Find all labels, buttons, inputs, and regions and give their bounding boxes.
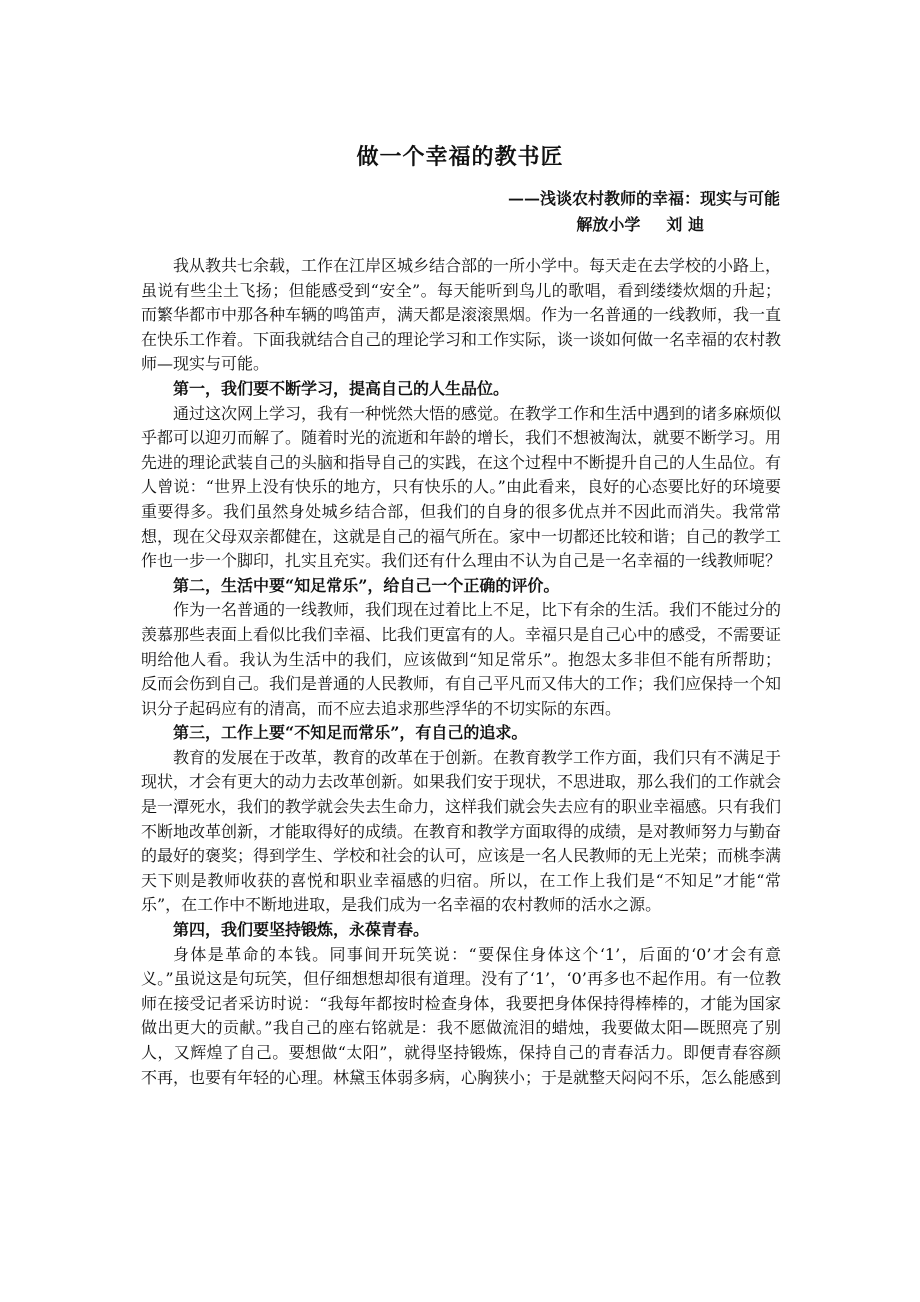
section-heading: 第二，生活中要“知足常乐”，给自己一个正确的评价。 [173,575,560,595]
document-subtitle: ——浅谈农村教师的幸福：现实与可能 [507,189,780,208]
author-line [576,212,704,235]
section-heading: 第四，我们要坚持锻炼，永葆青春。 [173,920,430,940]
section-heading: 第三，工作上要“不知足而常乐”，有自己的追求。 [173,723,528,743]
document-body [141,254,781,1090]
section-heading: 第一，我们要不断学习，提高自己的人生品位。 [173,378,510,398]
body-paragraph: 作为一名普通的一线教师，我们现在过着比上不足，比下有余的生活。我们不能过分的羡慕那些表面上看似比我们幸福、比我们更富有的人。幸福只是自己心中的感受，不需要证明给他人看。我认为生活中的我们，应该做到“知足常乐”。抱怨太多非但不能有所帮助；反而会伤到自己。我们是普通的人民教师，有自己平凡而又伟大的工作；我们应保持一个知识分子起码应有的清高，而不应去追求那些浮华的不切实际的东西。 [141,600,782,718]
author-school: 解放小学 [576,215,641,234]
body-paragraph: 我从教共七余载，工作在江岸区城乡结合部的一所小学中。每天走在去学校的小路上，虽说有些尘土飞扬；但能感受到“安全”。每天能听到鸟儿的歌唱，看到缕缕炊烟的升起；而繁华都市中那各种车辆的鸣笛声，满天都是滚滚黑烟。作为一名普通的一线教师，我一直在快乐工作着。下面我就结合自己的理论学习和工作实际，谈一谈如何做一名幸福的农村教师—现实与可能。 [141,256,782,374]
document-title: 做一个幸福的教书匠 [356,145,564,170]
body-paragraph: 教育的发展在于改革，教育的改革在于创新。在教育教学工作方面，我们只有不满足于现状，才会有更大的动力去改革创新。如果我们安于现状，不思进取，那么我们的工作就会是一潭死水，我们的教学就会失去生命力，这样我们就会失去应有的职业幸福感。只有我们不断地改革创新，才能取得好的成绩。在教育和教学方面取得的成绩，是对教师努力与勤奋的最好的褒奖；得到学生、学校和社会的认可，应该是一名人民教师的无上光荣；而桃李满天下则是教师收获的喜悦和职业幸福感的归宿。所以，在工作上我们是“不知足”才能“常乐”，在工作中不断地进取，是我们成为一名幸福的农村教师的活水之源。 [141,747,782,915]
body-paragraph: 身体是革命的本钱。同事间开玩笑说：“要保住身体这个‘1’，后面的‘0’才会有意义。”虽说这是句玩笑，但仔细想想却很有道理。没有了‘1’，‘0’再多也不起作用。有一位教师在接受记者采访时说：“我每年都按时检查身体，我要把身体保持得棒棒的，才能为国家做出更大的贡献。”我自己的座右铭就是：我不愿做流泪的蜡烛，我要做太阳—既照亮了别人，又辉煌了自己。要想做“太阳”，就得坚持锻炼，保持自己的青春活力。即便青春容颜不再，也要有年轻的心理。林黛玉体弱多病，心胸狭小；于是就整天闷闷不乐，怎么能感到 [141,944,782,1087]
author-name: 刘 迪 [666,215,704,234]
body-paragraph: 通过这次网上学习，我有一种恍然大悟的感觉。在教学工作和生活中遇到的诸多麻烦似乎都可以迎刃而解了。随着时光的流逝和年龄的增长，我们不想被淘汰，就要不断学习。用先进的理论武装自己的头脑和指导自己的实践，在这个过程中不断提升自己的人生品位。有人曾说：“世界上没有快乐的地方，只有快乐的人。”由此看来，良好的心态要比好的环境要重要得多。我们虽然身处城乡结合部，但我们的自身的很多优点并不因此而消失。我常常想，现在父母双亲都健在，这就是自己的福气所在。家中一切都还比较和谐；自己的教学工作也一步一个脚印，扎实且充实。我们还有什么理由不认为自己是一名幸福的一线教师呢？ [141,403,782,571]
